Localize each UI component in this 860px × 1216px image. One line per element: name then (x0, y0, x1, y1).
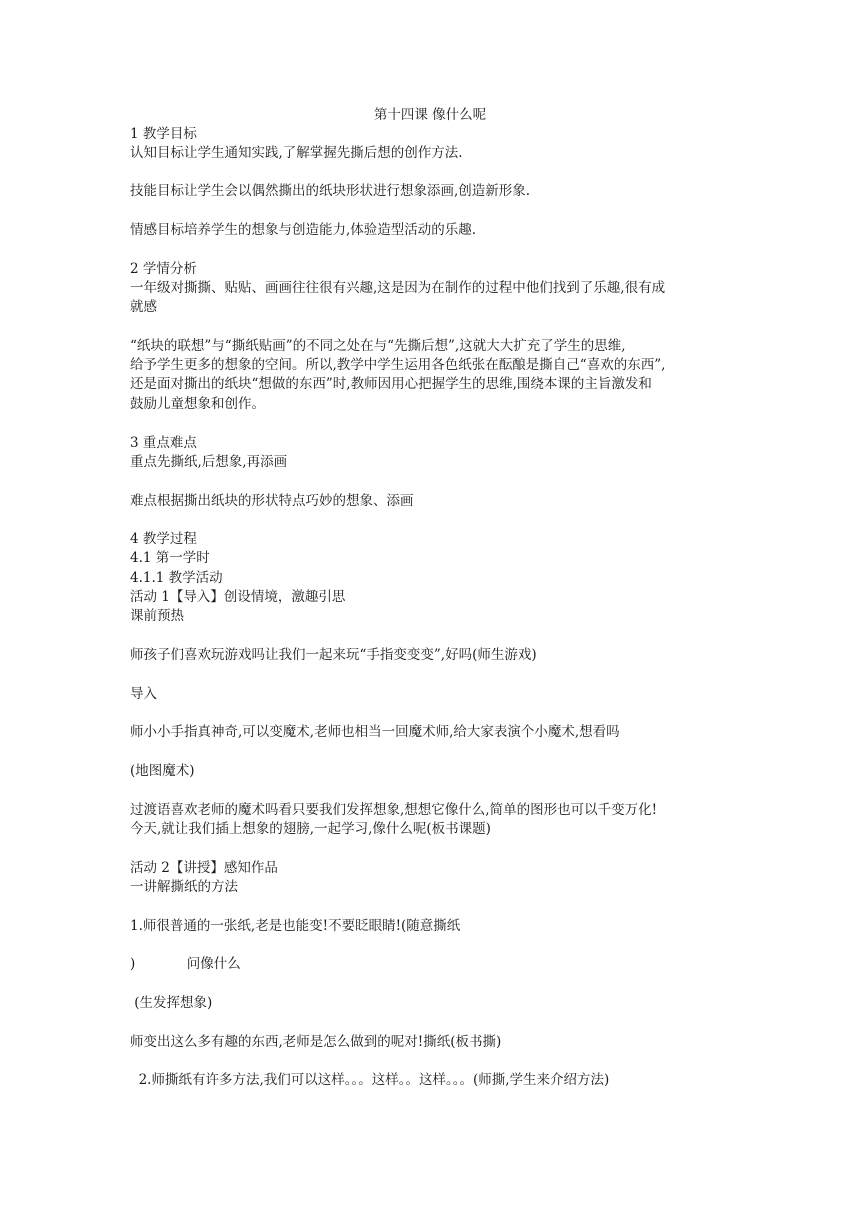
heading-teaching-goals: 1 教学目标 (130, 126, 197, 142)
heading-teaching-process: 4 教学过程 (130, 531, 197, 547)
paragraph-line: 鼓励儿童想象和创作。 (130, 396, 265, 412)
page-title: 第十四课 像什么呢 (373, 107, 487, 123)
paragraph-line: 一讲解撕纸的方法 (130, 879, 238, 895)
heading-key-points: 3 重点难点 (130, 435, 197, 451)
paragraph-line: 师孩子们喜欢玩游戏吗让我们一起来玩“手指变变变”,好吗(师生游戏) (130, 647, 537, 663)
heading-activity-2: 活动 2【讲授】感知作品 (130, 860, 278, 876)
heading-student-analysis: 2 学情分析 (130, 261, 197, 277)
paragraph-line: 给予学生更多的想象的空间。所以,教学中学生运用各色纸张在酝酿是撕自己“喜欢的东西”, (130, 357, 666, 373)
paragraph-line: 今天,就让我们插上想象的翅膀,一起学习,像什么呢(板书课题) (130, 821, 491, 837)
heading-first-period: 4.1 第一学时 (130, 550, 210, 566)
paragraph-cognitive-goal: 认知目标让学生通知实践,了解掌握先撕后想的创作方法. (130, 145, 463, 161)
heading-teaching-activity: 4.1.1 教学活动 (130, 570, 223, 586)
paragraph-emotion-goal: 情感目标培养学生的想象与创造能力,体验造型活动的乐趣. (130, 222, 477, 238)
paragraph-line: 导入 (130, 686, 157, 702)
paragraph-line: “纸块的联想”与“撕纸贴画”的不同之处在与“先撕后想”,这就大大扩充了学生的思维, (130, 338, 626, 354)
paragraph-line: 还是面对撕出的纸块“想做的东西”时,教师因用心把握学生的思维,围绕本课的主旨激发和 (130, 376, 652, 392)
paragraph-key-point: 重点先撕纸,后想象,再添画 (130, 454, 288, 470)
paragraph-difficulty: 难点根据撕出纸块的形状特点巧妙的想象、添画 (130, 493, 414, 509)
heading-activity-1: 活动 1【导入】创设情境，激趣引思 (130, 589, 346, 605)
paragraph-line: ) 问像什么 (130, 956, 241, 972)
paragraph-line: 一年级对撕撕、贴贴、画画往往很有兴趣,这是因为在制作的过程中他们找到了乐趣,很有成 (130, 280, 666, 296)
paragraph-line: 2.师撕纸有许多方法,我们可以这样。。。这样。。这样。。。(师撕,学生来介绍方法) (130, 1072, 610, 1088)
paragraph-line: 师小小手指真神奇,可以变魔术,老师也相当一回魔术师,给大家表演个小魔术,想看吗 (130, 724, 620, 740)
paragraph-line: 师变出这么多有趣的东西,老师是怎么做到的呢对!撕纸(板书撕) (130, 1034, 502, 1050)
paragraph-line: (地图魔术) (130, 763, 195, 779)
paragraph-line: 就感 (130, 299, 157, 315)
paragraph-skill-goal: 技能目标让学生会以偶然撕出的纸块形状进行想象添画,创造新形象. (130, 183, 531, 199)
paragraph-line: 课前预热 (130, 608, 184, 624)
paragraph-line: 1.师很普通的一张纸,老是也能变!不要眨眼睛!(随意撕纸 (130, 918, 461, 934)
paragraph-line: (生发挥想象) (130, 995, 213, 1011)
paragraph-line: 过渡语喜欢老师的魔术吗看只要我们发挥想象,想想它像什么,简单的图形也可以千变万化! (130, 802, 658, 818)
